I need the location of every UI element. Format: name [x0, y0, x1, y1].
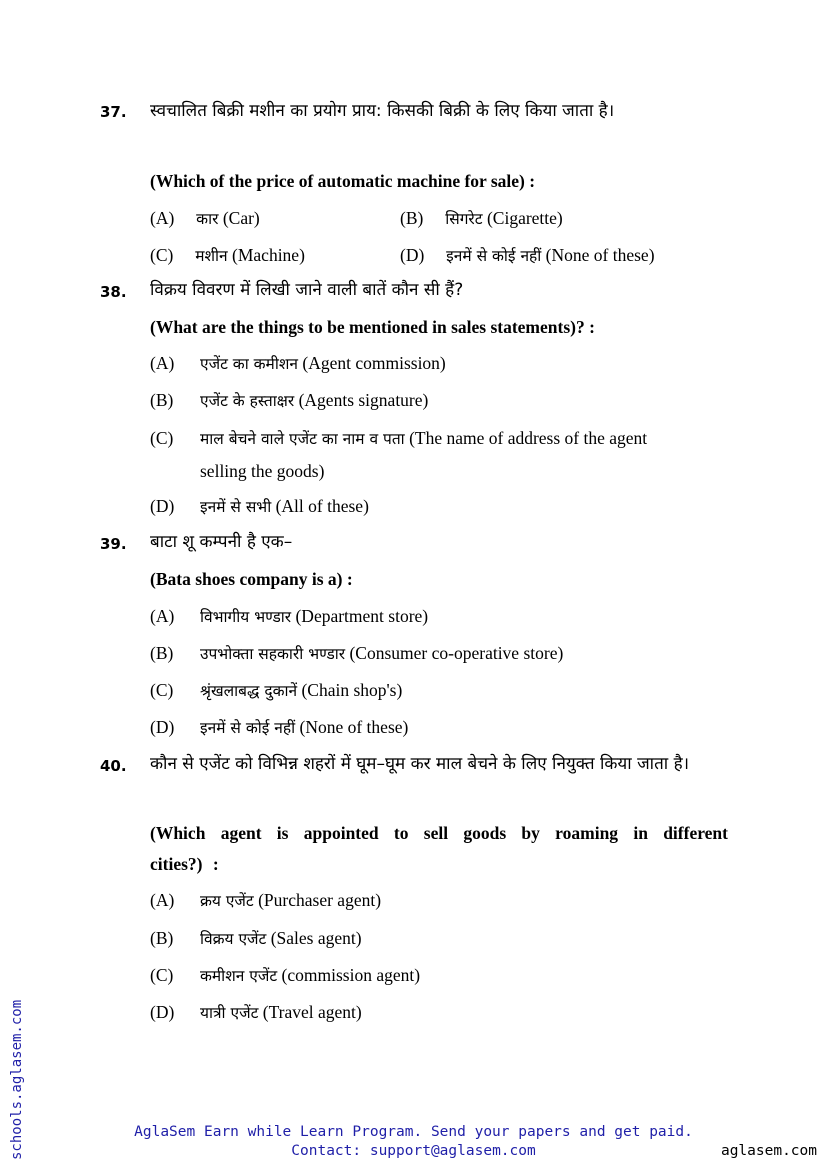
option-text-hindi: क्रय एजेंट — [200, 892, 254, 910]
question-text-english: (Which of the price of automatic machine for sale) : — [150, 171, 536, 191]
option-text-hindi: एजेंट के हस्ताक्षर — [200, 392, 295, 410]
option-text-hindi: उपभोक्ता सहकारी भण्डार — [200, 645, 346, 663]
option-b-text — [200, 637, 728, 670]
option-label: (C) — [150, 428, 174, 448]
question-text-hindi: कौन से एजेंट को विभिन्न शहरों में घूम–घूम कर माल बेचने के लिए नियुक्त किया जाता है। — [150, 754, 690, 774]
option-text-english: (Machine) — [232, 245, 305, 265]
question-text-english: (Which agent is appointed to sell goods by roaming in different cities?) : — [150, 823, 728, 874]
option-d-text — [200, 711, 728, 744]
option-label: (A) — [150, 606, 175, 626]
option-d-text — [200, 996, 728, 1029]
option-text-hindi: कार — [196, 210, 219, 228]
option-text-english: (Car) — [222, 208, 260, 228]
question-number: 38. — [100, 283, 127, 301]
option-text-english: (Purchaser agent) — [258, 890, 382, 910]
footer-contact: Contact: support@aglasem.com — [291, 1143, 536, 1159]
option-text-hindi: कमीशन एजेंट — [200, 967, 278, 985]
question-text-english: (Bata shoes company is a) : — [150, 569, 353, 589]
option-text-english: (None of these) — [299, 717, 409, 737]
option-label: (C) — [150, 965, 174, 985]
option-text-hindi: माल बेचने वाले एजेंट का नाम व पता — [200, 430, 405, 448]
question-text-hindi: स्वचालित बिक्री मशीन का प्रयोग प्राय: किसकी बिक्री के लिए किया जाता है। — [150, 101, 615, 121]
option-text-english: (Department store) — [295, 606, 429, 626]
side-watermark: schools.aglasem.com — [9, 999, 25, 1160]
option-label: (C) — [150, 680, 174, 700]
option-text-english: (None of these) — [545, 245, 655, 265]
option-text-english: (Consumer co-operative store) — [349, 643, 564, 663]
option-text-hindi: विभागीय भण्डार — [200, 608, 292, 626]
option-label: (D) — [150, 1002, 175, 1022]
option-text-english: (Agent commission) — [302, 353, 446, 373]
option-c-text — [200, 674, 728, 707]
option-label: (B) — [150, 928, 174, 948]
option-text-hindi: इनमें से कोई नहीं — [446, 247, 542, 265]
option-label: (A) — [150, 890, 175, 910]
option-text-hindi: सिगरेट — [445, 210, 483, 228]
option-label: (B) — [400, 208, 424, 228]
option-text-hindi: मशीन — [195, 247, 228, 265]
question-number: 39. — [100, 535, 127, 553]
option-c-text — [200, 959, 728, 992]
option-text-english: (Sales agent) — [270, 928, 362, 948]
option-label: (B) — [150, 390, 174, 410]
option-text-english: (commission agent) — [281, 965, 421, 985]
option-b — [400, 207, 563, 229]
option-text-english: (All of these) — [275, 496, 369, 516]
option-text-hindi: श्रृंखलाबद्ध दुकानें — [200, 682, 298, 700]
option-d-text — [200, 490, 728, 523]
option-text-english: (Cigarette) — [486, 208, 563, 228]
option-b-text — [200, 922, 728, 955]
option-label: (C) — [150, 245, 174, 265]
question-number: 40. — [100, 757, 127, 775]
question-text-hindi: बाटा शू कम्पनी है एक– — [150, 532, 293, 552]
option-a-text — [200, 347, 728, 380]
option-d — [400, 244, 655, 266]
footer-site: aglasem.com — [720, 1143, 817, 1159]
option-label: (D) — [150, 496, 175, 516]
option-a-text — [200, 600, 728, 633]
question-number: 37. — [100, 103, 127, 121]
option-b-text — [200, 384, 728, 417]
option-text-english: (Chain shop's) — [301, 680, 403, 700]
option-text-hindi: एजेंट का कमीशन — [200, 355, 298, 373]
footer-promo: AglaSem Earn while Learn Program. Send your papers and get paid. — [134, 1124, 693, 1140]
option-text-hindi: इनमें से सभी — [200, 498, 272, 516]
option-c — [150, 244, 305, 266]
option-text-english: (The name of address of the agent selling the goods) — [200, 428, 648, 481]
option-label: (D) — [150, 717, 175, 737]
option-text-hindi: इनमें से कोई नहीं — [200, 719, 296, 737]
option-label: (B) — [150, 643, 174, 663]
option-text-hindi: विक्रय एजेंट — [200, 930, 267, 948]
option-text-hindi: यात्री एजेंट — [200, 1004, 259, 1022]
option-text-english: (Travel agent) — [262, 1002, 362, 1022]
question-text-hindi: विक्रय विवरण में लिखी जाने वाली बातें कौन सी हैं? — [150, 280, 464, 300]
option-a — [150, 207, 260, 229]
option-text-english: (Agents signature) — [298, 390, 429, 410]
option-label: (A) — [150, 353, 175, 373]
option-c-text — [200, 422, 695, 487]
option-label: (A) — [150, 208, 175, 228]
option-label: (D) — [400, 245, 425, 265]
option-a-text — [200, 884, 728, 917]
question-text-english: (What are the things to be mentioned in sales statements)? : — [150, 317, 595, 337]
